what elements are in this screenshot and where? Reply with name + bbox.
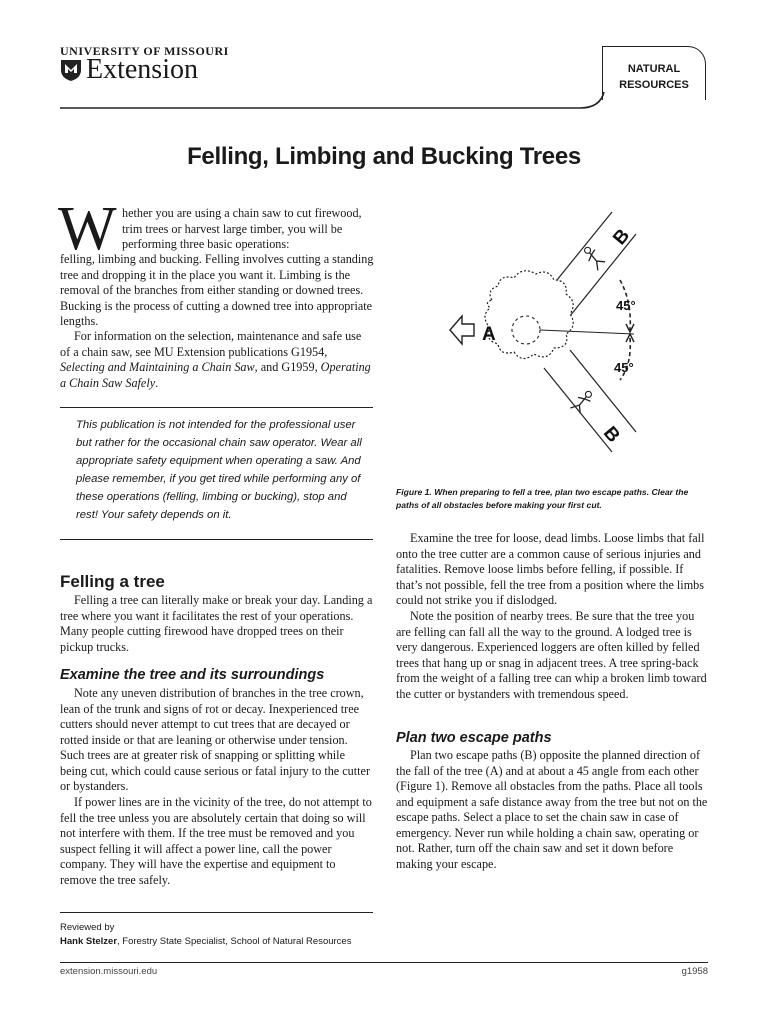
runner-figure-lower-icon [570, 388, 595, 415]
reviewer-name: Hank Stelzer [60, 936, 118, 947]
nearby-trees-paragraph: Note the position of nearby trees. Be sure that the tree you are felling can fall all the way to the ground. A lodged tree is very dangerous. Experienced loggers are often killed by felled trees that hang up or snag in adjacent trees. A tree spring-back from the weight of a falling tree can whip a broken limb toward the cutter or bystanders with tremendous speed. [396, 609, 707, 701]
reviewer-rule [60, 912, 373, 913]
intro-text-rest: felling, limbing and bucking. Felling involves cutting a standing tree and dropping it in the place you want it. Limbing is the removal of the branches from either standing or downed trees. Bucking is the process of cutting a downed tree into appropriate lengths. [60, 252, 374, 328]
page-title: Felling, Limbing and Bucking Trees [187, 143, 581, 170]
figure-caption: Figure 1. When preparing to fell a tree, plan two escape paths. Clear the paths of all obstacles before making your first cut. [396, 487, 689, 510]
label-b-top: B [609, 225, 635, 250]
reviewer-role: , Forestry State Specialist, School of Natural Resources [117, 936, 352, 947]
notice-top-rule [60, 407, 373, 408]
heading-plan-escape-paths: Plan two escape paths [396, 730, 552, 746]
extension-wordmark: Extension [86, 54, 198, 85]
examine-paragraph-1: Note any uneven distribution of branches in the tree crown, lean of the trunk and signs of rot or decay. Inexperienced tree cutters should never attempt to cut trees that are decayed or rotted inside or that are leaning or otherwise under tension. Such trees are at greater risk of snapping or splitting while being cut, which could cause serious or fatal injury to the cutter or bystanders. [60, 686, 371, 793]
reviewed-by-label: Reviewed by [60, 922, 115, 933]
drop-cap: W [58, 195, 117, 263]
intro-paragraph-rest [60, 252, 374, 330]
angle-label-top: 45° [616, 298, 636, 313]
shield-icon [60, 58, 82, 82]
university-name: UNIVERSITY OF MISSOURI [60, 44, 229, 58]
section-badge [602, 46, 706, 100]
label-b-bottom: B [598, 422, 624, 447]
extension-logo [60, 55, 198, 85]
intro-paragraph-start [122, 206, 374, 253]
reviewer-credit [60, 936, 351, 947]
intro-references [60, 329, 374, 391]
publication-title-g1959: Operating a Chain Saw Safely [60, 360, 371, 390]
felling-paragraph: Felling a tree can literally make or break your day. Landing a tree where you want it facilitates the rest of your operations. Many people cutting firewood have dropped trees on their pickup trucks. [60, 593, 373, 654]
publication-title-g1954: Selecting and Maintaining a Chain Saw [60, 360, 255, 374]
escape-paths-diagram [440, 196, 650, 476]
tree-crown [485, 271, 573, 359]
footer-rule [60, 962, 708, 963]
safety-notice: This publication is not intended for the professional user but rather for the occasional chain saw operator. Wear all appropriate safety equipment when operating a saw. And please remember, if you get tired while performing any of these operations (felling, limbing or bucking), stop and rest! Your safety depends on it. [76, 419, 362, 521]
intro-text-first: hether you are using a chain saw to cut firewood, trim trees or harvest large timber, you will be performing three basic operations: [122, 206, 362, 251]
runner-figure-upper-icon [581, 244, 606, 271]
badge-line-1: NATURAL [627, 63, 681, 75]
notice-bottom-rule [60, 539, 373, 540]
heading-felling-a-tree: Felling a tree [60, 572, 165, 591]
references-paragraph: For information on the selection, maintenance and safe use of a chain saw, see MU Extension publications G1954, Selecting and Maintaining a Chain Saw, and G1959, Operating a Chain Saw Safely. [60, 329, 371, 390]
heading-examine-tree: Examine the tree and its surroundings [60, 667, 325, 683]
angle-label-bottom: 45° [614, 360, 634, 375]
escape-paths-paragraph: Plan two escape paths (B) opposite the planned direction of the fall of the tree (A) and at about a 45 angle from each other (Figure 1). Remove all obstacles from the paths. Place all tools and equipment a safe distance away from the tree but not on the escape paths. Select a place to set the chain saw in case of emergency. Never run while holding a chain saw, operating or not. Rather, turn off the chain saw and set it down before making your escape. [396, 748, 708, 871]
publication-code: g1958 [681, 966, 708, 977]
badge-line-2: RESOURCES [619, 79, 689, 91]
label-a: A [482, 324, 496, 345]
examine-paragraph-2: If power lines are in the vicinity of the tree, do not attempt to fell the tree unless you are absolutely certain that doing so will not interfere with them. If the tree must be removed and you suspect felling it will affect a power line, call the power company. They will have the expertise and equipment to remove the tree safely. [60, 795, 372, 887]
footer-url-link[interactable]: extension.missouri.edu [60, 966, 158, 977]
fall-direction-arrow [450, 316, 474, 344]
loose-limbs-paragraph: Examine the tree for loose, dead limbs. Loose limbs that fall onto the tree cutter are a common cause of serious injuries and fatalities. Remove loose limbs before felling, if possible. If that’s not possible, fell the tree from a position where the limbs could not strike you if dislodged. [396, 531, 705, 607]
